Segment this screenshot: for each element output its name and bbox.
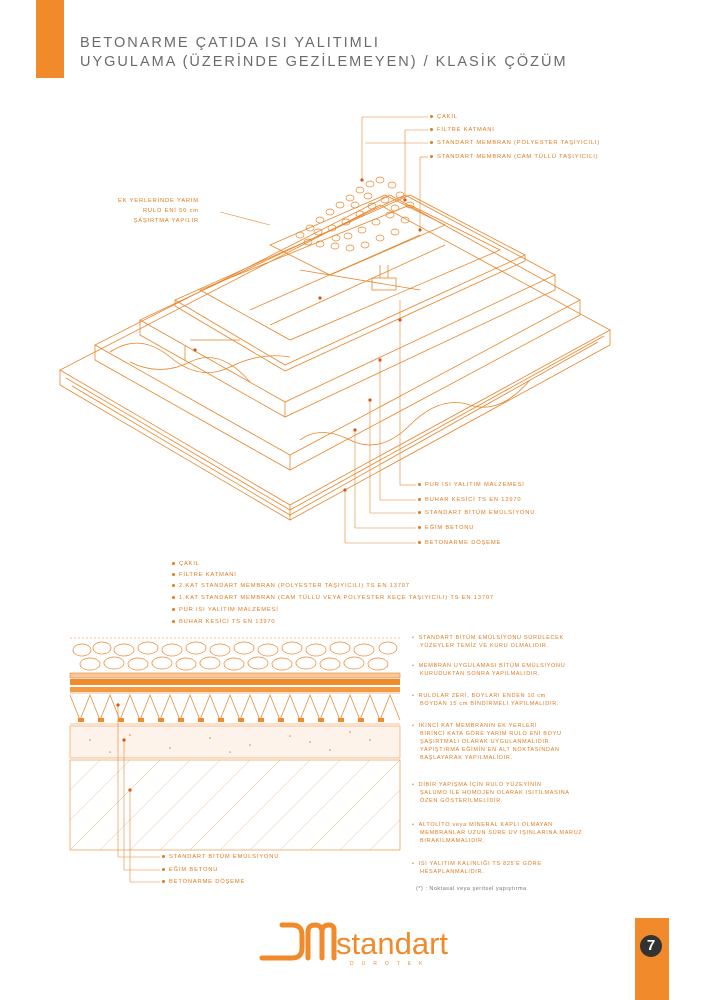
logo-wordmark: standart (336, 926, 449, 961)
section-label-pur: PUR ISI YALITIM MALZEMESİ (172, 607, 279, 613)
page-number: 7 (640, 935, 662, 957)
note-2: • MEMBRAN UYGULAMASI BİTÜM EMÜLSİYONU KURUDUKTAN SONRA YAPILMALIDIR. (412, 663, 566, 677)
iso-left-label-line1: EK YERLERİNDE YARIM (118, 198, 199, 204)
iso-label-membrane-polyester: STANDART MEMBRAN (POLYESTER TAŞIYICILI) (430, 140, 600, 146)
iso-label-pur: PUR ISI YALITIM MALZEMESİ (418, 482, 525, 488)
section-label-slab: BETONARME DÖŞEME (162, 879, 245, 885)
note-4: • İKİNCİ KAT MEMBRANIN EK YERLERİ BİRİNCİ KATA GÖRE YARIM RULO ENİ BOYU ŞAŞIRTMALI OLARAK UYGULANMALIDIR. YAPIŞTIRMA EĞİMİN EN ALT NOKTASINDAN BAŞLAYARAK YAPILMALIDIR. (412, 723, 562, 761)
section-label-slope: EĞİM BETONU (162, 867, 218, 873)
note-7: • ISI YALITIM KALINLIĞI TS 825'E GÖRE HESAPLANMALIDIR. (412, 861, 542, 875)
section-label-gravel: ÇAKIL (172, 561, 200, 567)
page-title-line2: UYGULAMA (ÜZERİNDE GEZİLEMEYEN) / KLASİK ÇÖZÜM (80, 54, 568, 70)
page-number-tab (635, 918, 669, 1000)
footnote: (*) : Noktasal veya şeritsel yapıştırma (416, 886, 527, 892)
section-label-membrane1: 1.KAT STANDART MEMBRAN (CAM TÜLLÜ VEYA POLYESTER KEÇE TAŞIYICILI) TS EN 13707 (172, 595, 494, 601)
iso-label-emulsion: STANDART BİTÜM EMÜLSİYONU (418, 510, 535, 516)
section-label-emulsion: STANDART BİTÜM EMÜLSİYONU (162, 854, 279, 860)
section-label-vapor: BUHAR KESİCİ TS EN 13970 (172, 619, 275, 625)
iso-label-vapor: BUHAR KESİCİ TS EN 13970 (418, 497, 521, 503)
section-label-membrane2: 2.KAT STANDART MEMBRAN (POLYESTER TAŞIYICILI) TS EN 13707 (172, 583, 410, 589)
note-5: • DİBİR YAPIŞMA İÇİN RULO YÜZEYİNİN ŞALUMO İLE HOMOJEN OLARAK ISITILMASINA ÖZEN GÖSTERİLMELİDİR. (412, 782, 570, 804)
iso-label-filter: FİLTRE KATMANI (430, 127, 495, 133)
note-6: • ALTOLİTO veya MİNERAL KAPLI OLMAYAN MEMBRANLAR UZUN SÜRE UV IŞINLARINA MARUZ BIRAKILMAMALIDIR. (412, 822, 583, 844)
page-title-line1: BETONARME ÇATIDA ISI YALITIMLI (80, 35, 380, 51)
iso-left-label-line2: RULO ENİ 50 cm (142, 208, 199, 214)
note-3: • RULOLAR ZERİ, BOYLARI ENDEN 10 cm BOYDAN 15 cm BİNDİRMELİ YAPILMALIDIR. (412, 693, 560, 707)
iso-label-membrane-glass: STANDART MEMBRAN (CAM TÜLLÜ TAŞIYICILI) (430, 154, 598, 160)
iso-label-slab: BETONARME DÖŞEME (418, 540, 501, 546)
section-label-filter: FİLTRE KATMANI (172, 572, 237, 578)
logo-subtitle: DUROTEK (350, 961, 431, 967)
iso-left-label-line3: ŞAŞIRTMA YAPILIR (133, 218, 199, 224)
iso-label-slope: EĞİM BETONU (418, 525, 474, 531)
iso-label-gravel: ÇAKIL (430, 114, 458, 120)
note-1: • STANDART BİTÜM EMÜLSİYONU SÜRÜLECEK YÜZEYLER TEMİZ VE KURU OLMALIDIR. (412, 635, 564, 649)
